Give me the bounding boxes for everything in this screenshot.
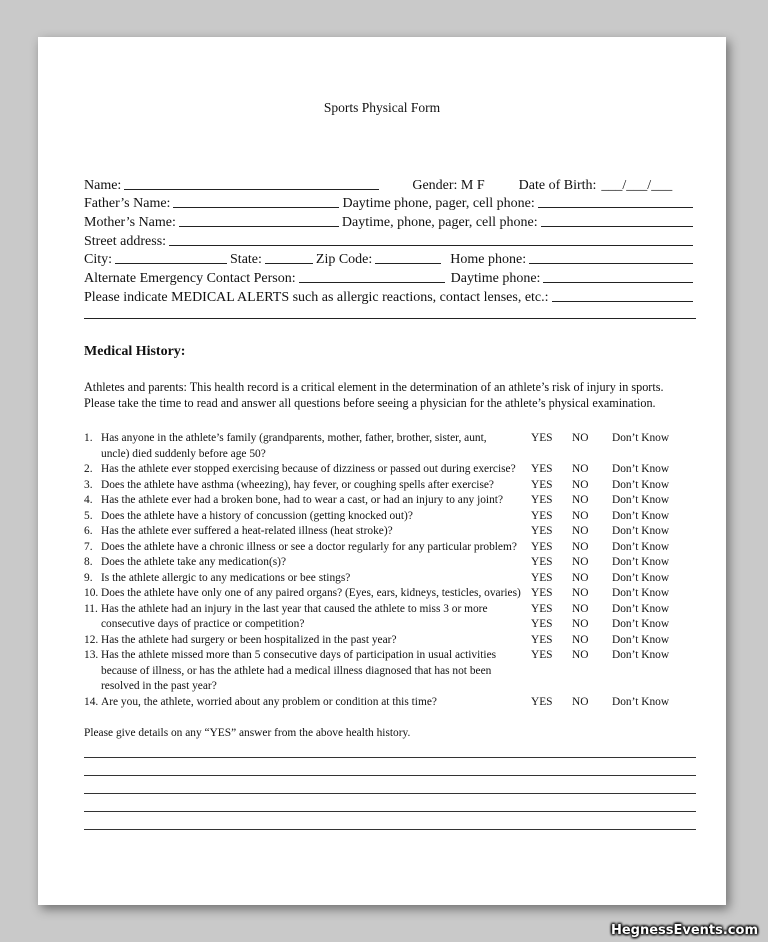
question-continuation	[84, 664, 704, 680]
zip-field[interactable]	[375, 263, 441, 264]
yes-option[interactable]: YES	[531, 618, 553, 630]
question-number: 2.	[84, 463, 93, 475]
question-row	[84, 648, 704, 664]
question-text: Is the athlete allergic to any medications or bee stings?	[101, 571, 351, 584]
yes-option[interactable]: YES	[531, 571, 553, 584]
question-number: 3.	[84, 478, 93, 491]
no-option[interactable]: NO	[572, 463, 589, 475]
question-text: Does the athlete have a history of concussion (getting knocked out)?	[101, 509, 413, 522]
intro-line-2: Please take the time to read and answer all questions before seeing a physician for the athlete’s physical examination.	[84, 396, 656, 410]
question-text: Has the athlete had surgery or been hospitalized in the past year?	[101, 633, 397, 646]
question-text: Has anyone in the athlete’s family (grandparents, mother, father, brother, sister, aunt,	[101, 432, 487, 444]
question-text: Has the athlete ever stopped exercising because of dizziness or passed out during exercise?	[101, 463, 516, 475]
no-option[interactable]: NO	[572, 432, 589, 444]
details-line[interactable]	[84, 758, 696, 776]
dont-know-option[interactable]: Don’t Know	[612, 633, 670, 646]
question-row	[84, 509, 704, 525]
medical-history-heading: Medical History:	[84, 344, 186, 359]
dont-know-option[interactable]: Don’t Know	[612, 525, 670, 537]
alt-phone-label: Daytime phone:	[450, 271, 541, 287]
question-text: Has the athlete ever had a broken bone, had to wear a cast, or had an injury to any joint?	[101, 494, 504, 506]
question-number: 10.	[84, 587, 99, 599]
question-row	[84, 602, 704, 618]
mother-phone-label: Daytime, phone, pager, cell phone:	[341, 215, 538, 231]
question-number: 11.	[84, 602, 98, 615]
medical-history-intro	[84, 379, 704, 411]
no-option[interactable]: NO	[572, 571, 589, 584]
contact-info-section	[84, 175, 696, 319]
no-option[interactable]: NO	[572, 509, 589, 522]
details-line[interactable]	[84, 776, 696, 794]
question-text: Has the athlete ever suffered a heat-related illness (heat stroke)?	[101, 525, 393, 537]
question-text: Does the athlete take any medication(s)?	[101, 556, 287, 568]
question-number: 14.	[84, 695, 99, 708]
question-row	[84, 524, 704, 540]
yes-option[interactable]: YES	[531, 556, 553, 568]
details-line[interactable]	[84, 740, 696, 758]
yes-option[interactable]: YES	[531, 494, 553, 506]
dont-know-option[interactable]: Don’t Know	[612, 587, 670, 599]
question-row	[84, 540, 704, 556]
alt-contact-label: Alternate Emergency Contact Person:	[84, 271, 296, 287]
yes-option[interactable]: YES	[531, 695, 553, 708]
dont-know-option[interactable]: Don’t Know	[612, 463, 670, 475]
father-row	[84, 194, 696, 213]
mother-row	[84, 212, 696, 231]
dont-know-option[interactable]: Don’t Know	[612, 649, 670, 661]
form-title: Sports Physical Form	[323, 100, 441, 115]
dont-know-option[interactable]: Don’t Know	[612, 618, 670, 630]
state-field[interactable]	[265, 263, 313, 264]
gender-label: Gender: M F	[412, 177, 485, 193]
question-number: 1.	[84, 432, 93, 444]
question-row	[84, 462, 704, 478]
alt-contact-field[interactable]	[299, 282, 445, 283]
alt-contact-row	[84, 268, 696, 287]
father-phone-label: Daytime phone, pager, cell phone:	[342, 196, 535, 212]
question-text: Has the athlete had an injury in the last year that caused the athlete to miss 3 or more	[101, 602, 488, 615]
name-row	[84, 175, 696, 194]
street-label: Street address:	[84, 233, 167, 249]
yes-option[interactable]: YES	[531, 540, 553, 553]
question-text: uncle) died suddenly before age 50?	[101, 447, 266, 460]
dont-know-option[interactable]: Don’t Know	[612, 432, 670, 444]
question-row	[84, 555, 704, 571]
yes-option[interactable]: YES	[531, 633, 553, 646]
mother-name-field[interactable]	[179, 226, 339, 227]
question-text: resolved in the past year?	[101, 680, 217, 692]
form-page	[38, 37, 726, 905]
yes-option[interactable]: YES	[531, 587, 553, 599]
name-label: Name:	[84, 177, 122, 193]
question-text: Has the athlete missed more than 5 consecutive days of participation in usual activities	[101, 649, 497, 661]
home-phone-field[interactable]	[529, 263, 693, 264]
question-row	[84, 571, 704, 587]
mother-name-label: Mother’s Name:	[84, 215, 176, 231]
name-field[interactable]	[124, 189, 379, 190]
street-field[interactable]	[169, 245, 693, 246]
dont-know-option[interactable]: Don’t Know	[612, 556, 670, 568]
question-continuation	[84, 447, 704, 463]
yes-option[interactable]: YES	[531, 478, 553, 491]
no-option[interactable]: NO	[572, 695, 589, 708]
no-option[interactable]: NO	[572, 618, 589, 630]
no-option[interactable]: NO	[572, 649, 589, 661]
medical-alerts-row	[84, 287, 696, 306]
dont-know-option[interactable]: Don’t Know	[612, 478, 670, 491]
yes-option[interactable]: YES	[531, 432, 553, 444]
question-text: Does the athlete have asthma (wheezing), hay fever, or coughing spells after exercise?	[101, 478, 494, 491]
home-phone-label: Home phone:	[450, 252, 527, 268]
details-line[interactable]	[84, 794, 696, 812]
question-row	[84, 695, 704, 711]
details-lines	[84, 740, 696, 830]
question-row	[84, 586, 704, 602]
alt-phone-field[interactable]	[543, 282, 693, 283]
question-text: because of illness, or has the athlete had a medical illness diagnosed that has not been	[101, 664, 492, 677]
yes-option[interactable]: YES	[531, 649, 553, 661]
no-option[interactable]: NO	[572, 525, 589, 537]
zip-label: Zip Code:	[315, 252, 373, 268]
question-number: 12.	[84, 633, 99, 646]
city-label: City:	[84, 252, 113, 268]
question-text: Does the athlete have a chronic illness or see a doctor regularly for any particular problem?	[101, 540, 517, 553]
question-number: 13.	[84, 649, 99, 661]
question-row	[84, 478, 704, 494]
yes-option[interactable]: YES	[531, 463, 553, 475]
question-row	[84, 493, 704, 509]
no-option[interactable]: NO	[572, 587, 589, 599]
mother-phone-field[interactable]	[541, 226, 693, 227]
medical-alerts-label: Please indicate MEDICAL ALERTS such as allergic reactions, contact lenses, etc.:	[84, 289, 549, 305]
father-name-field[interactable]	[173, 207, 339, 208]
dob-field[interactable]: ___/___/___	[601, 177, 673, 193]
dont-know-option[interactable]: Don’t Know	[612, 540, 670, 553]
medical-alerts-field[interactable]	[552, 301, 693, 302]
no-option[interactable]: NO	[572, 540, 589, 553]
question-list	[84, 431, 704, 710]
question-text: Are you, the athlete, worried about any problem or condition at this time?	[101, 695, 437, 708]
question-number: 8.	[84, 556, 93, 568]
question-text: Does the athlete have only one of any paired organs? (Eyes, ears, kidneys, testicles, ovaries)	[101, 587, 521, 599]
medical-alerts-extra-line[interactable]	[84, 318, 696, 319]
site-watermark: HegnessEvents.com	[610, 923, 758, 938]
yes-option[interactable]: YES	[531, 602, 553, 615]
state-label: State:	[230, 252, 262, 268]
father-name-label: Father’s Name:	[84, 196, 171, 212]
question-text: consecutive days of practice or competition?	[101, 618, 305, 630]
no-option[interactable]: NO	[572, 602, 589, 615]
yes-option[interactable]: YES	[531, 525, 553, 537]
question-continuation	[84, 617, 704, 633]
question-number: 7.	[84, 540, 93, 553]
intro-line-1: Athletes and parents: This health record is a critical element in the determination of an athlete’s risk of injury in sports.	[84, 380, 664, 394]
question-number: 9.	[84, 571, 93, 584]
yes-option[interactable]: YES	[531, 509, 553, 522]
details-prompt: Please give details on any “YES” answer from the above health history.	[84, 727, 411, 739]
question-number: 4.	[84, 494, 93, 506]
question-continuation	[84, 679, 704, 695]
no-option[interactable]: NO	[572, 556, 589, 568]
no-option[interactable]: NO	[572, 494, 589, 506]
father-phone-field[interactable]	[538, 207, 693, 208]
no-option[interactable]: NO	[572, 633, 589, 646]
question-row	[84, 633, 704, 649]
city-row	[84, 250, 696, 269]
street-row	[84, 231, 696, 250]
dont-know-option[interactable]: Don’t Know	[612, 494, 670, 506]
dont-know-option[interactable]: Don’t Know	[612, 509, 670, 522]
dont-know-option[interactable]: Don’t Know	[612, 602, 670, 615]
question-number: 6.	[84, 525, 93, 537]
no-option[interactable]: NO	[572, 478, 589, 491]
dont-know-option[interactable]: Don’t Know	[612, 571, 670, 584]
question-row	[84, 431, 704, 447]
dont-know-option[interactable]: Don’t Know	[612, 695, 670, 708]
city-field[interactable]	[115, 263, 227, 264]
details-line[interactable]	[84, 812, 696, 830]
question-number: 5.	[84, 509, 93, 522]
dob-label: Date of Birth:	[518, 177, 597, 193]
